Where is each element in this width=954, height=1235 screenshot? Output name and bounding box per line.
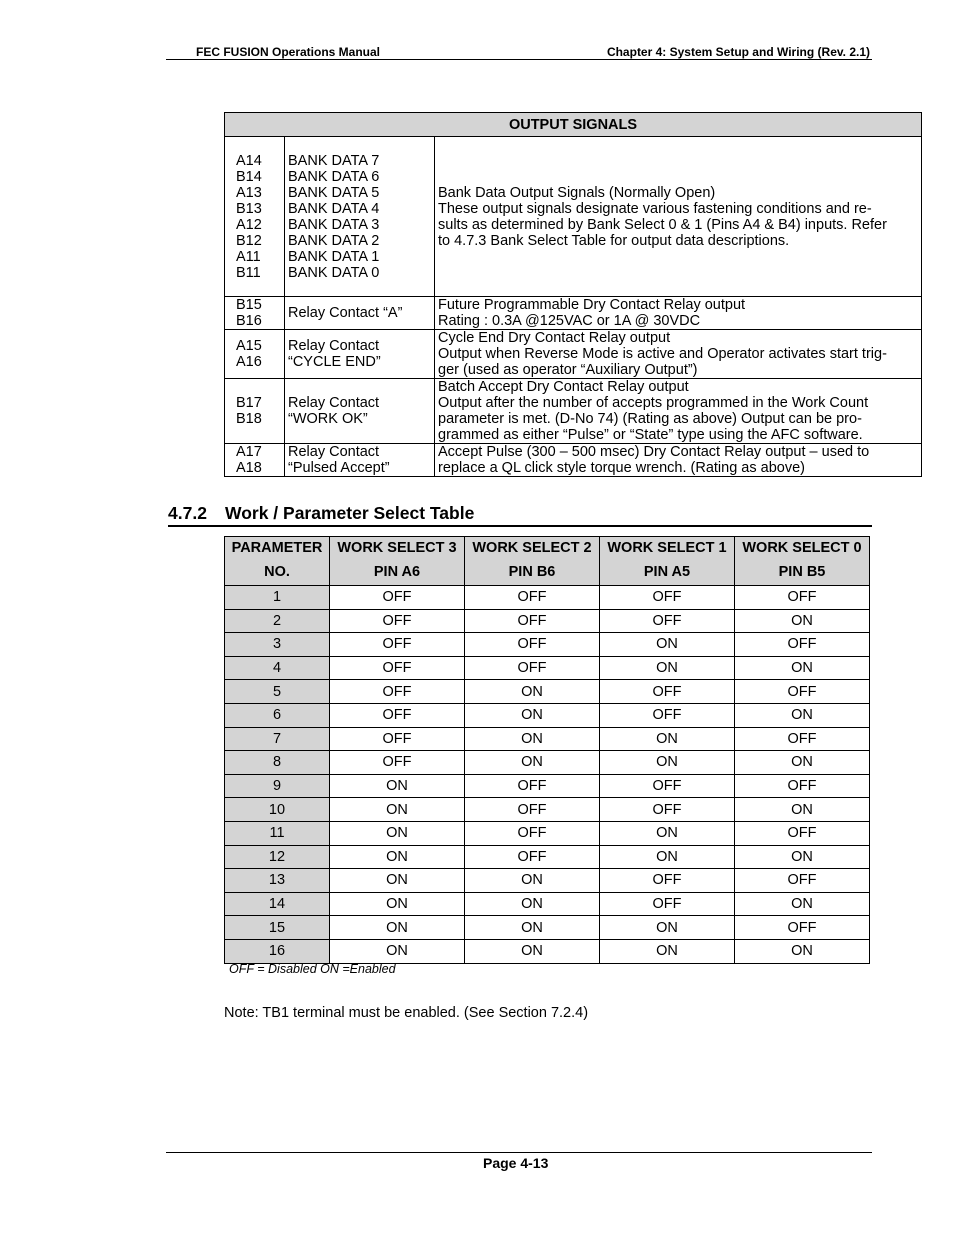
work-select-cell: OFF: [735, 727, 870, 751]
column-header: WORK SELECT 1: [600, 537, 735, 560]
work-select-cell: OFF: [465, 586, 600, 610]
description-line: Batch Accept Dry Contact Relay output: [438, 379, 689, 395]
work-select-cell: ON: [735, 845, 870, 869]
parameter-number-cell: 16: [225, 939, 330, 963]
work-select-cell: ON: [735, 892, 870, 916]
work-select-cell: OFF: [330, 680, 465, 704]
description-line: These output signals designate various fastening conditions and re-: [438, 200, 872, 217]
description-cell: [435, 297, 922, 330]
parameter-number-cell: 5: [225, 680, 330, 704]
parameter-number-cell: 1: [225, 586, 330, 610]
work-select-cell: ON: [600, 751, 735, 775]
work-select-cell: ON: [465, 680, 600, 704]
pins-cell: [225, 379, 285, 444]
parameter-number-cell: 10: [225, 798, 330, 822]
page-footer: [166, 1152, 872, 1171]
parameter-number-cell: 9: [225, 774, 330, 798]
parameter-number-cell: 6: [225, 703, 330, 727]
work-select-cell: ON: [735, 798, 870, 822]
work-select-cell: OFF: [600, 798, 735, 822]
pin: A13: [236, 184, 262, 201]
work-select-cell: ON: [600, 633, 735, 657]
table-row: [225, 892, 870, 916]
work-select-cell: OFF: [465, 821, 600, 845]
table-row: [225, 633, 870, 657]
work-select-cell: OFF: [330, 633, 465, 657]
parameter-number-cell: 12: [225, 845, 330, 869]
work-select-cell: OFF: [735, 821, 870, 845]
work-select-cell: ON: [735, 656, 870, 680]
signal-name-cell: [285, 379, 435, 444]
work-select-cell: OFF: [735, 586, 870, 610]
pin: A18: [236, 460, 262, 476]
signal-name-cell: [285, 137, 435, 297]
work-select-cell: OFF: [600, 892, 735, 916]
description-line: Bank Data Output Signals (Normally Open): [438, 184, 716, 201]
output-signals-table: [224, 112, 922, 477]
table-legend: OFF = Disabled ON =Enabled: [229, 962, 396, 976]
table-row: [225, 727, 870, 751]
work-select-cell: OFF: [330, 586, 465, 610]
table-row: [225, 939, 870, 963]
signal-name: “CYCLE END”: [288, 354, 381, 370]
work-select-cell: OFF: [465, 633, 600, 657]
pin: B12: [236, 232, 262, 249]
table-header-row: [225, 537, 870, 560]
description-line: Rating : 0.3A @125VAC or 1A @ 30VDC: [438, 313, 701, 329]
parameter-number-cell: 15: [225, 916, 330, 940]
table-row: [225, 916, 870, 940]
description-line: Output after the number of accepts programmed in the Work Count: [438, 395, 869, 411]
parameter-number-cell: 7: [225, 727, 330, 751]
work-select-cell: OFF: [600, 609, 735, 633]
work-select-cell: ON: [735, 703, 870, 727]
chapter-title: Chapter 4: System Setup and Wiring (Rev. 2.1): [606, 45, 870, 59]
work-select-cell: ON: [465, 751, 600, 775]
signal-name: Relay Contact: [288, 444, 380, 460]
parameter-number-cell: 4: [225, 656, 330, 680]
table-row: [225, 656, 870, 680]
work-select-cell: ON: [465, 869, 600, 893]
signal-name: BANK DATA 5: [288, 184, 380, 201]
work-select-cell: ON: [330, 845, 465, 869]
table-row: [225, 703, 870, 727]
pin: B11: [236, 264, 261, 281]
signal-name: BANK DATA 0: [288, 264, 380, 281]
pins-cell: [225, 297, 285, 330]
work-select-cell: OFF: [330, 656, 465, 680]
work-select-cell: OFF: [465, 656, 600, 680]
work-select-cell: ON: [735, 939, 870, 963]
work-select-cell: OFF: [735, 680, 870, 704]
work-select-cell: ON: [735, 751, 870, 775]
work-select-cell: ON: [465, 727, 600, 751]
work-select-cell: ON: [465, 892, 600, 916]
description-line: Future Programmable Dry Contact Relay output: [438, 297, 746, 313]
work-select-cell: ON: [330, 774, 465, 798]
work-parameter-select-table: [224, 536, 870, 964]
table-row: [225, 845, 870, 869]
description-cell: [435, 137, 922, 297]
work-select-cell: ON: [330, 798, 465, 822]
parameter-number-cell: 8: [225, 751, 330, 775]
pin: A16: [236, 354, 262, 370]
signal-name: “Pulsed Accept”: [288, 460, 390, 476]
description-line: to 4.7.3 Bank Select Table for output data descriptions.: [438, 232, 790, 249]
signal-name: BANK DATA 7: [288, 152, 380, 169]
column-subheader: PIN A5: [600, 559, 735, 586]
work-select-cell: ON: [600, 916, 735, 940]
table-row: [225, 680, 870, 704]
column-header: WORK SELECT 2: [465, 537, 600, 560]
description-line: grammed as either “Pulse” or “State” type using the AFC software.: [438, 427, 863, 443]
work-select-cell: OFF: [600, 869, 735, 893]
work-select-cell: OFF: [330, 751, 465, 775]
work-select-cell: ON: [735, 609, 870, 633]
page-number: Page 4-13: [483, 1155, 549, 1171]
work-select-cell: OFF: [465, 774, 600, 798]
signal-name-cell: [285, 330, 435, 379]
pins-cell: [225, 137, 285, 297]
work-select-cell: OFF: [600, 586, 735, 610]
work-select-cell: OFF: [735, 916, 870, 940]
description-line: Accept Pulse (300 – 500 msec) Dry Contact Relay output – used to: [438, 444, 870, 460]
pins-cell: [225, 330, 285, 379]
page-header: [166, 43, 872, 60]
description-cell: [435, 330, 922, 379]
parameter-number-cell: 14: [225, 892, 330, 916]
work-select-cell: OFF: [735, 869, 870, 893]
work-select-cell: ON: [600, 727, 735, 751]
work-select-cell: ON: [600, 845, 735, 869]
description-line: parameter is met. (D-No 74) (Rating as above) Output can be pro-: [438, 411, 862, 427]
section-title: Work / Parameter Select Table: [225, 503, 475, 523]
section-heading: [168, 502, 872, 527]
signal-name: BANK DATA 1: [288, 248, 380, 265]
work-select-cell: ON: [600, 939, 735, 963]
parameter-number-cell: 3: [225, 633, 330, 657]
note-text: Note: TB1 terminal must be enabled. (See Section 7.2.4): [224, 1005, 589, 1021]
description-cell: [435, 379, 922, 444]
work-select-cell: ON: [330, 869, 465, 893]
work-select-cell: ON: [330, 939, 465, 963]
column-subheader: NO.: [225, 559, 330, 586]
pin: B13: [236, 200, 262, 217]
signal-name: Relay Contact: [288, 395, 380, 411]
signal-name: “WORK OK”: [288, 411, 368, 427]
signal-name: Relay Contact: [288, 338, 380, 354]
work-select-cell: OFF: [600, 680, 735, 704]
column-subheader: PIN A6: [330, 559, 465, 586]
column-header: WORK SELECT 0: [735, 537, 870, 560]
parameter-number-cell: 11: [225, 821, 330, 845]
work-select-cell: OFF: [465, 609, 600, 633]
work-select-cell: ON: [600, 821, 735, 845]
pin: B15: [236, 297, 262, 313]
column-header: WORK SELECT 3: [330, 537, 465, 560]
work-select-cell: ON: [465, 916, 600, 940]
pin: A15: [236, 338, 262, 354]
pin: A11: [236, 248, 261, 265]
table-row: [225, 774, 870, 798]
pin: A17: [236, 444, 262, 460]
column-subheader: PIN B6: [465, 559, 600, 586]
signal-name-cell: [285, 297, 435, 330]
work-select-cell: OFF: [330, 703, 465, 727]
work-select-cell: OFF: [330, 727, 465, 751]
work-select-cell: OFF: [735, 633, 870, 657]
signal-name: BANK DATA 4: [288, 200, 380, 217]
pin: B17: [236, 395, 262, 411]
work-select-cell: OFF: [465, 845, 600, 869]
table-row: [225, 821, 870, 845]
table-row: [225, 798, 870, 822]
description-line: replace a QL click style torque wrench. (Rating as above): [438, 460, 805, 476]
signal-name: Relay Contact “A”: [288, 305, 403, 321]
pin: A14: [236, 152, 262, 169]
pin: A12: [236, 216, 262, 233]
work-select-cell: OFF: [600, 774, 735, 798]
description-line: Output when Reverse Mode is active and Operator activates start trig-: [438, 346, 887, 362]
work-select-cell: ON: [330, 892, 465, 916]
signal-name: BANK DATA 2: [288, 232, 380, 249]
work-select-cell: ON: [330, 821, 465, 845]
table-row: [225, 869, 870, 893]
description-line: sults as determined by Bank Select 0 & 1 (Pins A4 & B4) inputs. Refer: [438, 216, 887, 233]
work-select-cell: OFF: [330, 609, 465, 633]
pin: B18: [236, 411, 262, 427]
work-select-cell: ON: [600, 656, 735, 680]
signal-name: BANK DATA 6: [288, 168, 380, 185]
description-line: Cycle End Dry Contact Relay output: [438, 330, 671, 346]
manual-title: FEC FUSION Operations Manual: [196, 45, 381, 59]
pin: B14: [236, 168, 262, 185]
table-row: [225, 609, 870, 633]
work-select-cell: OFF: [600, 703, 735, 727]
work-select-cell: ON: [465, 939, 600, 963]
column-header: PARAMETER: [225, 537, 330, 560]
table-row: [225, 586, 870, 610]
parameter-number-cell: 13: [225, 869, 330, 893]
work-select-cell: ON: [465, 703, 600, 727]
work-select-cell: ON: [330, 916, 465, 940]
pins-cell: [225, 444, 285, 477]
work-select-cell: OFF: [465, 798, 600, 822]
output-signals-title: OUTPUT SIGNALS: [225, 113, 922, 137]
description-cell: [435, 444, 922, 477]
description-line: ger (used as operator “Auxiliary Output”): [438, 362, 698, 378]
column-subheader: PIN B5: [735, 559, 870, 586]
work-select-cell: OFF: [735, 774, 870, 798]
section-number: 4.7.2: [168, 503, 207, 523]
signal-name: BANK DATA 3: [288, 216, 380, 233]
table-header-row: [225, 559, 870, 586]
table-row: [225, 751, 870, 775]
pin: B16: [236, 313, 262, 329]
signal-name-cell: [285, 444, 435, 477]
parameter-number-cell: 2: [225, 609, 330, 633]
